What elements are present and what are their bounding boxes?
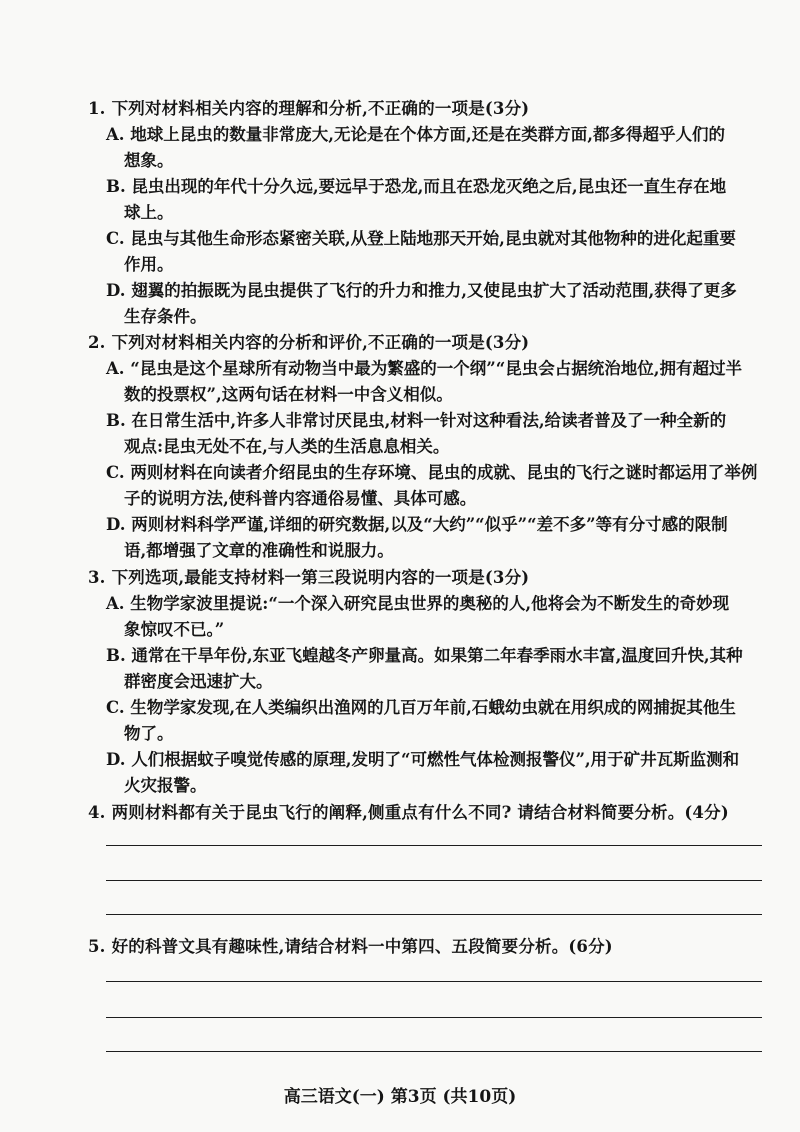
question-stem: 4. 两则材料都有关于昆虫飞行的阐释,侧重点有什么不同? 请结合材料简要分析。(4分) [88,803,729,822]
option-line: A. “昆虫是这个星球所有动物当中最为繁盛的一个纲”“昆虫会占据统治地位,拥有超过半 [106,359,743,378]
question-stem: 1. 下列对材料相关内容的理解和分析,不正确的一项是(3分) [88,99,530,118]
question-stem: 5. 好的科普文具有趣味性,请结合材料一中第四、五段简要分析。(6分) [88,937,613,956]
option-line: 物了。 [124,724,174,743]
question-4 [88,800,768,826]
option-line: 子的说明方法,使科普内容通俗易懂、具体可感。 [124,489,477,508]
option-line: B. 通常在干旱年份,东亚飞蝗越冬产卵量高。如果第二年春季雨水丰富,温度回升快,其种 [106,646,743,665]
option-line: 球上。 [124,203,174,222]
option-line: C. 生物学家发现,在人类编织出渔网的几百万年前,石蛾幼虫就在用织成的网捕捉其他生 [106,698,736,717]
answer-line[interactable] [106,845,762,846]
answer-line[interactable] [106,880,762,881]
answer-line[interactable] [106,981,762,982]
option-line: 作用。 [124,255,174,274]
question-stem: 2. 下列对材料相关内容的分析和评价,不正确的一项是(3分) [88,333,530,352]
question-3 [88,565,768,799]
answer-line[interactable] [106,914,762,915]
option-line: D. 两则材料科学严谨,详细的研究数据,以及“大约”“似乎”“差不多”等有分寸感的限制 [106,515,728,534]
option-d [88,512,768,564]
option-line: 语,都增强了文章的准确性和说服力。 [124,541,394,560]
option-b [88,408,768,460]
option-line: 数的投票权”,这两句话在材料一中含义相似。 [124,385,453,404]
answer-line[interactable] [106,1017,762,1018]
option-c [88,460,768,512]
option-line: D. 翅翼的拍振既为昆虫提供了飞行的升力和推力,又使昆虫扩大了活动范围,获得了更多 [106,281,737,300]
option-c [88,695,768,747]
option-line: C. 两则材料在向读者介绍昆虫的生存环境、昆虫的成就、昆虫的飞行之谜时都运用了举例 [106,463,758,482]
option-b [88,174,768,226]
option-line: B. 在日常生活中,许多人非常讨厌昆虫,材料一针对这种看法,给读者普及了一种全新的 [106,411,727,430]
option-line: 想象。 [124,151,174,170]
option-line: A. 生物学家波里提说:“一个深入研究昆虫世界的奥秘的人,他将会为不断发生的奇妙现 [106,594,730,613]
option-line: 观点:昆虫无处不在,与人类的生活息息相关。 [124,437,450,456]
question-1 [88,96,768,330]
option-line: 群密度会迅速扩大。 [124,672,273,691]
question-2 [88,330,768,564]
option-d [88,747,768,799]
option-line: 生存条件。 [124,307,207,326]
question-5 [88,934,768,960]
option-c [88,226,768,278]
option-a [88,122,768,174]
option-line: D. 人们根据蚊子嗅觉传感的原理,发明了“可燃性气体检测报警仪”,用于矿井瓦斯监测和 [106,750,740,769]
option-a [88,356,768,408]
option-a [88,591,768,643]
question-stem: 3. 下列选项,最能支持材料一第三段说明内容的一项是(3分) [88,568,530,587]
option-line: C. 昆虫与其他生命形态紧密关联,从登上陆地那天开始,昆虫就对其他物种的进化起重要 [106,229,736,248]
option-d [88,278,768,330]
option-line: A. 地球上昆虫的数量非常庞大,无论是在个体方面,还是在类群方面,都多得超乎人们的 [106,125,726,144]
option-line: 火灾报警。 [124,776,207,795]
option-line: B. 昆虫出现的年代十分久远,要远早于恐龙,而且在恐龙灭绝之后,昆虫还一直生存在地 [106,177,727,196]
answer-line[interactable] [106,1051,762,1052]
option-b [88,643,768,695]
page-footer: 高三语文(一) 第3页 (共10页) [283,1087,517,1107]
option-line: 象惊叹不已。” [124,620,225,639]
